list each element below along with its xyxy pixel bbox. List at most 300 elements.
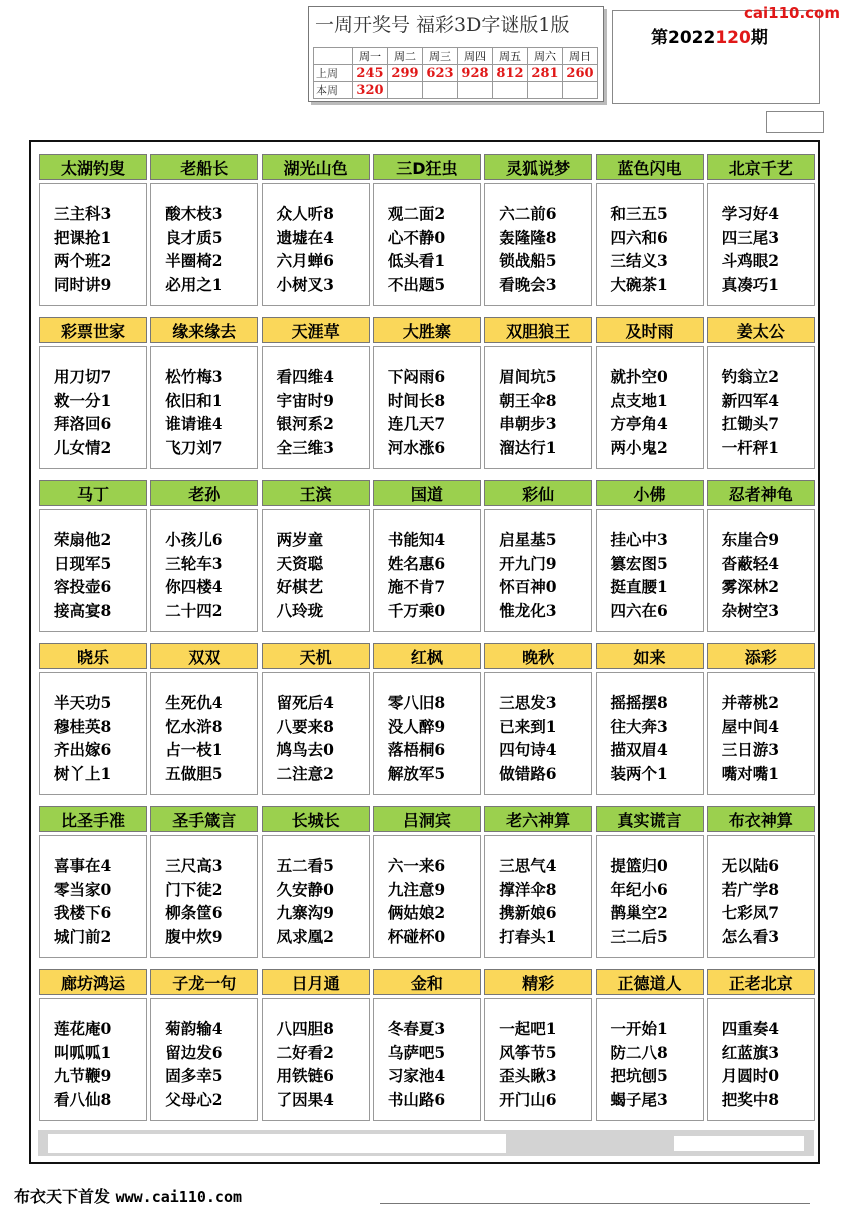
puzzle-cell: [484, 969, 592, 1121]
cell-riddle-box: [262, 835, 370, 958]
riddle-line: 三主科3: [54, 204, 112, 223]
puzzle-cell: [262, 806, 370, 958]
riddle-line: 一开始1: [610, 1019, 668, 1038]
cell-author-name: 双双: [150, 643, 258, 669]
puzzle-cell: [596, 154, 704, 306]
cell-riddle-box: [373, 509, 481, 632]
riddle-line: 点支地1: [610, 390, 668, 410]
cell-author-name: 日月通: [262, 969, 370, 995]
riddle-line: 同时讲9: [54, 274, 112, 294]
riddle-line: 看晚会3: [499, 274, 557, 294]
puzzle-cell: [39, 969, 147, 1121]
cell-riddle-box: [707, 346, 815, 469]
riddle-line: 撑洋伞8: [499, 879, 557, 899]
cell-riddle-box: [484, 346, 592, 469]
cell-riddle-box: [150, 183, 258, 306]
cell-riddle-box: [150, 346, 258, 469]
site-link[interactable]: cai110.com: [744, 4, 840, 22]
cell-author-name: 彩票世家: [39, 317, 147, 343]
cell-author-name: 姜太公: [707, 317, 815, 343]
cell-author-name: 双胆狼王: [484, 317, 592, 343]
cell-riddle-box: [39, 346, 147, 469]
cell-riddle-box: [484, 672, 592, 795]
puzzle-cell: [262, 154, 370, 306]
riddle-line: 三结义3: [610, 251, 668, 270]
riddle-line: 装两个1: [610, 763, 668, 783]
riddle-line: 两小鬼2: [610, 437, 668, 457]
cell-riddle-box: [484, 509, 592, 632]
riddle-line: 施不肯7: [387, 577, 446, 596]
riddle-line: 学习好4: [721, 204, 780, 223]
riddle-line: 钓翁立2: [721, 367, 780, 386]
riddle-line: 谁请谁4: [165, 414, 223, 433]
cell-author-name: 正德道人: [596, 969, 704, 995]
puzzle-cell: [596, 806, 704, 958]
riddle-line: 杯碰杯0: [387, 926, 446, 946]
riddle-line: 串朝步3: [499, 414, 557, 433]
draw-number: 260: [563, 65, 598, 82]
riddle-line: 往大奔3: [610, 716, 668, 736]
draw-number: [493, 82, 528, 99]
cell-riddle-box: [596, 835, 704, 958]
riddle-line: 忆水浒8: [165, 716, 223, 736]
cell-riddle-box: [373, 346, 481, 469]
riddle-line: 久安静0: [276, 879, 334, 899]
riddle-line: 描双眉4: [610, 740, 668, 759]
riddle-line: 酸木枝3: [165, 204, 223, 223]
riddle-line: 做错路6: [499, 763, 557, 783]
riddle-line: 和三五5: [610, 204, 668, 223]
cell-riddle-box: [707, 672, 815, 795]
riddle-line: 雾深林2: [721, 577, 780, 596]
cell-author-name: 太湖钓叟: [39, 154, 147, 180]
riddle-line: 摇摇摆8: [610, 693, 668, 712]
riddle-line: 喜事在4: [54, 856, 112, 875]
puzzle-cell: [596, 643, 704, 795]
cell-riddle-box: [596, 998, 704, 1121]
cell-author-name: 小佛: [596, 480, 704, 506]
riddle-line: 篡宏图5: [610, 553, 668, 573]
puzzle-cell: [596, 969, 704, 1121]
riddle-line: 鸠鸟去0: [276, 740, 334, 759]
riddle-line: 菊韵输4: [165, 1019, 223, 1038]
riddle-line: 挺直腰1: [610, 577, 668, 596]
cell-riddle-box: [39, 183, 147, 306]
riddle-line: 九节鞭9: [54, 1066, 112, 1085]
riddle-line: 六月蝉6: [276, 251, 334, 270]
puzzle-cell: [484, 154, 592, 306]
draw-number: 299: [388, 65, 423, 82]
riddle-line: 观二面2: [387, 204, 446, 223]
puzzle-cell: [39, 643, 147, 795]
riddle-line: 没人醉9: [387, 716, 446, 736]
cell-author-name: 国道: [373, 480, 481, 506]
cell-riddle-box: [39, 672, 147, 795]
riddle-line: 东崖合9: [721, 530, 780, 549]
this-week-label: 本周: [314, 82, 353, 99]
riddle-line: 连几天7: [387, 414, 446, 433]
riddle-line: 月圆时0: [721, 1066, 780, 1085]
draw-number: [563, 82, 598, 99]
period-box: [612, 10, 820, 104]
cell-riddle-box: [150, 509, 258, 632]
riddle-line: 拜洛回6: [54, 414, 112, 433]
riddle-line: 书山路6: [387, 1089, 446, 1109]
riddle-line: 门下徒2: [165, 879, 223, 899]
riddle-line: 腹中炊9: [165, 926, 223, 946]
riddle-line: 嘴对嘴1: [721, 763, 780, 783]
riddle-line: 留死后4: [276, 693, 334, 712]
riddle-line: 四六在6: [610, 600, 668, 620]
puzzle-cell: [150, 806, 258, 958]
riddle-line: 占一枝1: [165, 740, 223, 759]
puzzle-cell: [707, 317, 815, 469]
riddle-line: 若广学8: [721, 879, 780, 899]
cell-author-name: 布衣神算: [707, 806, 815, 832]
empty-slot: [766, 111, 824, 133]
riddle-line: 了因果4: [276, 1089, 334, 1109]
riddle-line: 时间长8: [387, 390, 446, 410]
riddle-line: 解放军5: [387, 763, 446, 783]
riddle-line: 看四维4: [276, 367, 334, 386]
riddle-line: 三思发3: [499, 693, 557, 712]
riddle-line: 小孩儿6: [165, 530, 223, 549]
riddle-line: 河水涨6: [387, 437, 446, 457]
puzzle-cell: [596, 317, 704, 469]
cell-riddle-box: [39, 509, 147, 632]
riddle-line: 生死仇4: [165, 693, 223, 712]
cell-author-name: 蓝色闪电: [596, 154, 704, 180]
puzzle-cell: [373, 969, 481, 1121]
riddle-line: 四六和6: [610, 227, 668, 247]
header-title: 一周开奖号 福彩3D字谜版1版: [315, 14, 570, 36]
riddle-line: 二十四2: [165, 600, 223, 620]
cell-author-name: 彩仙: [484, 480, 592, 506]
riddle-line: 并蒂桃2: [721, 693, 780, 712]
cell-author-name: 子龙一句: [150, 969, 258, 995]
scrollbar-track-left: [48, 1134, 506, 1153]
cell-author-name: 正老北京: [707, 969, 815, 995]
draw-number: 812: [493, 65, 528, 82]
cell-author-name: 马丁: [39, 480, 147, 506]
header-panel: [308, 6, 604, 102]
riddle-line: 风筝节5: [499, 1042, 557, 1062]
riddle-line: 用刀切7: [54, 367, 112, 386]
riddle-line: 用铁链6: [276, 1066, 334, 1085]
cell-riddle-box: [39, 998, 147, 1121]
this-week-row: [314, 82, 598, 99]
cell-riddle-box: [707, 183, 815, 306]
riddle-line: 开九门9: [499, 553, 557, 573]
draw-number: 623: [423, 65, 458, 82]
riddle-line: 千万乘0: [387, 600, 446, 620]
riddle-line: 你四楼4: [165, 577, 223, 596]
riddle-line: 半天功5: [54, 693, 112, 712]
riddle-line: 莲花庵0: [54, 1019, 112, 1038]
riddle-line: 留边发6: [165, 1042, 223, 1062]
riddle-line: 三尺高3: [165, 856, 223, 875]
cell-author-name: 缘来缘去: [150, 317, 258, 343]
draw-number: 281: [528, 65, 563, 82]
riddle-line: 树丫上1: [54, 763, 112, 783]
riddle-line: 四重奏4: [721, 1019, 780, 1038]
cell-riddle-box: [596, 672, 704, 795]
cell-riddle-box: [707, 998, 815, 1121]
draw-number: [528, 82, 563, 99]
cell-author-name: 金和: [373, 969, 481, 995]
puzzle-cell: [262, 969, 370, 1121]
riddle-line: 八四胆8: [276, 1019, 334, 1038]
cell-riddle-box: [596, 346, 704, 469]
cell-riddle-box: [707, 835, 815, 958]
puzzle-cell: [150, 480, 258, 632]
riddle-line: 一起吧1: [499, 1019, 557, 1038]
puzzle-cell: [150, 969, 258, 1121]
cell-riddle-box: [39, 835, 147, 958]
riddle-line: 把课抢1: [54, 227, 112, 247]
cell-riddle-box: [262, 346, 370, 469]
riddle-line: 九注意9: [387, 879, 446, 899]
riddle-line: 接高宴8: [54, 600, 112, 620]
cell-author-name: 王滨: [262, 480, 370, 506]
riddle-line: 冬春夏3: [387, 1019, 446, 1038]
riddle-line: 俩姑娘2: [387, 903, 446, 922]
cell-riddle-box: [484, 998, 592, 1121]
riddle-line: 就扑空0: [610, 367, 668, 386]
period-suffix: 期: [750, 28, 768, 48]
riddle-line: 携新娘6: [499, 903, 557, 922]
riddle-line: 屋中间4: [721, 716, 780, 736]
riddle-line: 六一来6: [387, 856, 446, 875]
cell-riddle-box: [373, 835, 481, 958]
riddle-line: 打春头1: [499, 926, 557, 946]
cell-riddle-box: [596, 509, 704, 632]
riddle-line: 低头看1: [387, 251, 446, 270]
day-label: 周一: [353, 48, 388, 65]
riddle-line: 不出题5: [387, 274, 446, 294]
cell-author-name: 晓乐: [39, 643, 147, 669]
riddle-line: 启星基5: [499, 530, 557, 549]
riddle-line: 三轮车3: [165, 553, 223, 573]
puzzle-cell: [39, 806, 147, 958]
riddle-line: 已来到1: [499, 716, 557, 736]
riddle-line: 把坑刨5: [610, 1066, 668, 1085]
puzzle-cell: [707, 806, 815, 958]
riddle-line: 乌萨吧5: [387, 1042, 446, 1062]
riddle-line: 怎么看3: [721, 926, 780, 946]
cell-riddle-box: [150, 998, 258, 1121]
footer: [14, 1184, 242, 1207]
puzzle-cell: [373, 317, 481, 469]
puzzle-cell: [373, 480, 481, 632]
cell-author-name: 灵狐说梦: [484, 154, 592, 180]
riddle-line: 沓蔽轻4: [721, 553, 780, 573]
puzzle-cell: [596, 480, 704, 632]
riddle-line: 小树叉3: [276, 274, 334, 294]
riddle-line: 斗鸡眼2: [721, 251, 780, 270]
cell-author-name: 长城长: [262, 806, 370, 832]
cell-riddle-box: [262, 672, 370, 795]
cell-author-name: 老孙: [150, 480, 258, 506]
period-prefix: 第2022: [651, 28, 716, 48]
riddle-line: 新四军4: [721, 390, 780, 410]
puzzle-cell: [707, 480, 815, 632]
puzzle-cell: [373, 806, 481, 958]
cell-author-name: 比圣手准: [39, 806, 147, 832]
period-label: [651, 23, 768, 48]
cell-author-name: 湖光山色: [262, 154, 370, 180]
puzzle-cell: [150, 643, 258, 795]
cell-author-name: 圣手箴言: [150, 806, 258, 832]
footer-url[interactable]: www.cai110.com: [115, 1188, 243, 1206]
draw-number: [423, 82, 458, 99]
riddle-line: 五做胆5: [165, 763, 223, 783]
cell-author-name: 吕洞宾: [373, 806, 481, 832]
puzzle-grid: [39, 154, 813, 1122]
puzzle-cell: [262, 317, 370, 469]
puzzle-cell: [39, 317, 147, 469]
cell-author-name: 红枫: [373, 643, 481, 669]
cell-riddle-box: [596, 183, 704, 306]
cell-riddle-box: [484, 835, 592, 958]
riddle-line: 依旧和1: [165, 390, 223, 410]
riddle-line: 九寨沟9: [276, 903, 334, 922]
cell-riddle-box: [373, 998, 481, 1121]
riddle-line: 三思气4: [499, 856, 557, 875]
riddle-line: 挂心中3: [610, 530, 668, 549]
draw-number: 245: [353, 65, 388, 82]
cell-author-name: 如来: [596, 643, 704, 669]
riddle-line: 把奖中8: [721, 1089, 780, 1109]
riddle-line: 四三尾3: [721, 227, 780, 247]
riddle-line: 五二看5: [276, 856, 334, 875]
riddle-line: 书能知4: [387, 530, 446, 549]
riddle-line: 八玲珑: [276, 600, 324, 620]
cell-author-name: 天涯草: [262, 317, 370, 343]
riddle-line: 必用之1: [165, 274, 223, 294]
day-label: 周六: [528, 48, 563, 65]
riddle-line: 七彩凤7: [721, 903, 780, 922]
cell-author-name: 北京千艺: [707, 154, 815, 180]
riddle-line: 松竹梅3: [165, 367, 223, 386]
scrollbar-track-right: [674, 1136, 804, 1151]
riddle-line: 众人听8: [276, 204, 334, 223]
riddle-line: 真凑巧1: [721, 274, 780, 294]
riddle-line: 两岁童: [276, 530, 324, 549]
riddle-line: 银河系2: [276, 414, 334, 433]
riddle-line: 天资聪: [276, 553, 324, 573]
weekly-draw-table: [313, 47, 598, 99]
day-label: 周四: [458, 48, 493, 65]
riddle-line: 救一分1: [54, 390, 112, 410]
riddle-line: 眉间坑5: [499, 367, 557, 386]
riddle-line: 半圈椅2: [165, 251, 223, 270]
puzzle-cell: [373, 643, 481, 795]
riddle-line: 心不静0: [387, 227, 446, 247]
riddle-line: 飞刀刘7: [165, 437, 223, 457]
riddle-line: 扛锄头7: [721, 414, 780, 433]
riddle-line: 两个班2: [54, 251, 112, 270]
day-label: 周五: [493, 48, 528, 65]
cell-author-name: 天机: [262, 643, 370, 669]
riddle-line: 八要来8: [276, 716, 334, 736]
riddle-line: 四句诗4: [499, 740, 557, 759]
riddle-line: 日现军5: [54, 553, 112, 573]
riddle-line: 我楼下6: [54, 903, 112, 922]
puzzle-cell: [707, 154, 815, 306]
riddle-line: 朝王伞8: [499, 390, 557, 410]
riddle-line: 蝎子尾3: [610, 1089, 668, 1109]
riddle-line: 全三维3: [276, 437, 334, 457]
cell-riddle-box: [373, 183, 481, 306]
riddle-line: 鹊巢空2: [610, 903, 668, 922]
riddle-line: 二好看2: [276, 1042, 334, 1062]
riddle-line: 习家池4: [387, 1066, 446, 1085]
riddle-line: 零八旧8: [387, 693, 446, 712]
puzzle-cell: [484, 480, 592, 632]
riddle-line: 溜达行1: [499, 437, 557, 457]
draw-number: [458, 82, 493, 99]
cell-author-name: 廊坊鸿运: [39, 969, 147, 995]
riddle-line: 无以陆6: [721, 856, 780, 875]
riddle-line: 三日游3: [721, 740, 780, 759]
riddle-line: 红蓝旗3: [721, 1042, 780, 1062]
riddle-line: 看八仙8: [54, 1089, 112, 1109]
puzzle-frame: [29, 140, 820, 1164]
riddle-line: 锁战船5: [499, 251, 557, 270]
draw-number: [388, 82, 423, 99]
riddle-line: 大碗茶1: [610, 274, 668, 294]
riddle-line: 开门山6: [499, 1089, 557, 1109]
riddle-line: 荣扇他2: [54, 530, 112, 549]
draw-number: 320: [353, 82, 388, 99]
riddle-line: 父母心2: [165, 1089, 223, 1109]
last-week-label: 上周: [314, 65, 353, 82]
riddle-line: 儿女情2: [54, 437, 112, 457]
cell-author-name: 三D狂虫: [373, 154, 481, 180]
riddle-line: 固多幸5: [165, 1066, 223, 1085]
cell-author-name: 忍者神龟: [707, 480, 815, 506]
day-label: 周三: [423, 48, 458, 65]
cell-riddle-box: [262, 998, 370, 1121]
cell-author-name: 精彩: [484, 969, 592, 995]
puzzle-cell: [39, 154, 147, 306]
riddle-line: 落梧桐6: [387, 740, 446, 759]
draw-number: 928: [458, 65, 493, 82]
horizontal-scrollbar[interactable]: [38, 1130, 814, 1156]
puzzle-cell: [150, 317, 258, 469]
riddle-line: 凤求凰2: [276, 926, 334, 946]
riddle-line: 防二八8: [610, 1042, 668, 1062]
day-label: 周日: [563, 48, 598, 65]
cell-author-name: 晚秋: [484, 643, 592, 669]
puzzle-cell: [484, 317, 592, 469]
days-row: [314, 48, 598, 65]
cell-author-name: 及时雨: [596, 317, 704, 343]
cell-author-name: 老六神算: [484, 806, 592, 832]
riddle-line: 怀百神0: [499, 577, 557, 596]
cell-author-name: 大胜寨: [373, 317, 481, 343]
riddle-line: 杂树空3: [721, 600, 780, 620]
cell-riddle-box: [484, 183, 592, 306]
riddle-line: 良才质5: [165, 227, 223, 247]
riddle-line: 惟龙化3: [499, 600, 557, 620]
cell-riddle-box: [373, 672, 481, 795]
puzzle-cell: [484, 806, 592, 958]
riddle-line: 穆桂英8: [54, 716, 112, 736]
riddle-line: 六二前6: [499, 204, 557, 223]
riddle-line: 好棋艺: [276, 577, 324, 596]
